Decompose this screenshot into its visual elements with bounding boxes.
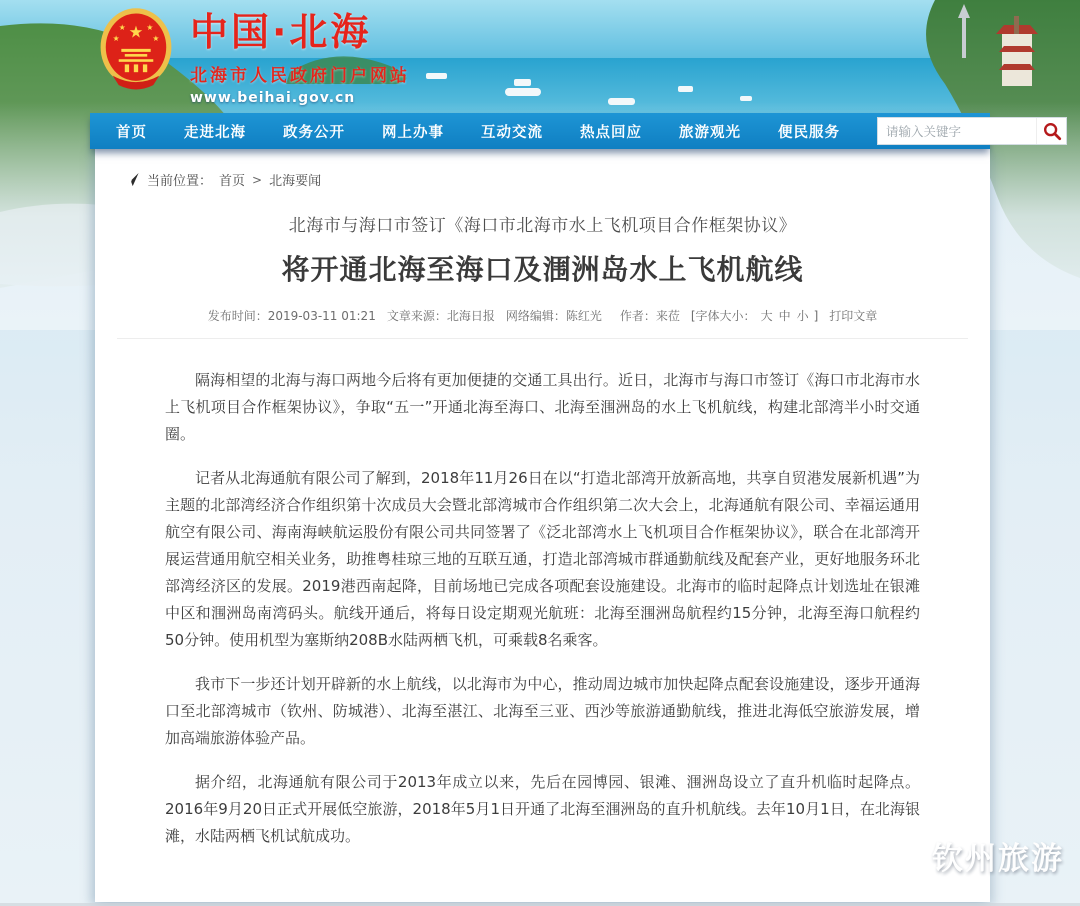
article-paragraph: 我市下一步还计划开辟新的水上航线，以北海市为中心，推动周边城市加快起降点配套设施建设，逐步开通海口至北部湾城市（钦州、防城港）、北海至湛江、北海至三亚、西沙等旅游通勤航线，推进北海低空旅游发展，增加高端旅游体验产品。 xyxy=(165,675,920,747)
breadcrumb-home-link[interactable]: 首页 xyxy=(219,174,246,189)
article-paragraph: 据介绍，北海通航有限公司于2013年成立以来，先后在园博园、银滩、涠洲岛设立了直升机临时起降点。2016年9月20日正式开展低空旅游，2018年5月1日开通了北海至涠洲岛的直升机航线。去年10月1日，在北海银滩，水陆两栖飞机试航成功。 xyxy=(165,773,920,845)
breadcrumb-label: 当前位置： xyxy=(147,174,213,189)
svg-text:★: ★ xyxy=(118,22,126,32)
nav-item-public-services[interactable]: 便民服务 xyxy=(778,124,840,141)
article-paragraph: 记者从北海通航有限公司了解到，2018年11月26日在以“打造北部湾开放新高地，共享自贸港发展新机遇”为主题的北部湾经济合作组织第十次成员大会暨北部湾城市合作组织第二次大会上，北海通航有限公司、幸福运通用航空有限公司、海南海峡航运股份有限公司共同签署了《泛北部湾水上飞机项目合作框架协议》，联合在北部湾开展运营通用航空相关业务，助推粤桂琼三地的互联互通，打造北部湾城市群通勤航线及配套产业，更好地服务环北部湾经济区的发展。2019港西南起降，目前场地已完成各项配套设施建设。北海市的临时起降点计划选址在银滩中区和涠洲岛南湾码头。航线开通后，将每日设定期观光航班：北海至涠洲岛航程约15分钟，北海至海口航程约50分钟。使用机型为塞斯纳208B水陆两栖飞机，可乘载8名乘客。 xyxy=(165,469,920,649)
wechat-icon xyxy=(878,837,924,875)
nav-item-tourism[interactable]: 旅游观光 xyxy=(679,124,741,141)
location-pointer-icon xyxy=(125,172,140,187)
search-input[interactable] xyxy=(878,118,1036,144)
breadcrumb-separator: > xyxy=(252,172,263,187)
national-emblem-icon xyxy=(98,6,174,90)
fontsize-suffix: ] xyxy=(813,308,819,323)
magnifier-icon xyxy=(1042,121,1062,141)
fontsize-small-button[interactable]: 小 xyxy=(796,309,809,323)
article-editor: 网络编辑：陈红光 xyxy=(505,309,602,323)
site-url: www.beihai.gov.cn xyxy=(190,89,356,106)
svg-text:★: ★ xyxy=(146,22,154,32)
breadcrumb-current-link[interactable]: 北海要闻 xyxy=(269,174,322,189)
article-author: 作者：来莅 xyxy=(619,309,680,323)
svg-text:★: ★ xyxy=(112,34,120,44)
article-source: 文章来源：北海日报 xyxy=(386,309,495,323)
svg-text:★: ★ xyxy=(128,22,144,42)
article-header xyxy=(95,211,990,339)
main-nav xyxy=(90,113,990,149)
publish-time: 发布时间：2019-03-11 01:21 xyxy=(207,309,376,323)
article-body xyxy=(95,339,990,850)
fontsize-large-button[interactable]: 大 xyxy=(760,309,773,323)
nav-items xyxy=(116,121,877,142)
nav-item-hot-responses[interactable]: 热点回应 xyxy=(580,124,642,141)
breadcrumb xyxy=(125,170,990,189)
svg-text:★: ★ xyxy=(152,34,160,44)
nav-item-interaction[interactable]: 互动交流 xyxy=(481,124,543,141)
site-subtitle: 北海市人民政府门户网站 xyxy=(190,65,410,86)
qinzhou-tourism-watermark xyxy=(878,833,1064,878)
nav-item-gov-affairs[interactable]: 政务公开 xyxy=(283,124,345,141)
nav-item-online-services[interactable]: 网上办事 xyxy=(382,124,444,141)
content-panel xyxy=(95,149,990,902)
article-meta xyxy=(95,307,990,324)
search-box xyxy=(877,117,1067,145)
print-article-button[interactable]: 打印文章 xyxy=(829,309,878,323)
fontsize-prefix: [字体大小： xyxy=(690,309,756,323)
article-title: 将开通北海至海口及涠洲岛水上飞机航线 xyxy=(281,253,804,286)
article-subtitle: 北海市与海口市签订《海口市北海市水上飞机项目合作框架协议》 xyxy=(288,216,797,236)
fontsize-medium-button[interactable]: 中 xyxy=(778,309,791,323)
article-paragraph: 隔海相望的北海与海口两地今后将有更加便捷的交通工具出行。近日，北海市与海口市签订《海口市北海市水上飞机项目合作框架协议》，争取“五一”开通北海至海口、北海至涠洲岛的水上飞机航线，构建北部湾半小时交通圈。 xyxy=(165,371,920,443)
nav-item-home[interactable]: 首页 xyxy=(116,124,147,141)
search-button[interactable] xyxy=(1036,118,1066,144)
watermark-text: 钦州旅游 xyxy=(932,841,1064,877)
site-logo-block[interactable] xyxy=(98,6,410,106)
site-title: 中国·北海 xyxy=(190,10,372,54)
nav-item-about-beihai[interactable]: 走进北海 xyxy=(184,124,246,141)
